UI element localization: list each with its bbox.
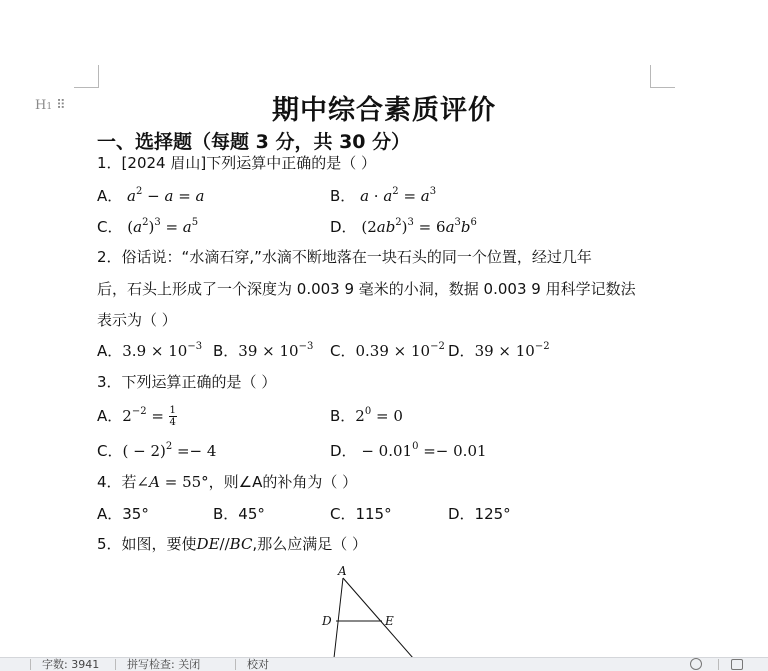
q1-stem: 1．[2024 眉山]下列运算中正确的是（ ） <box>97 154 376 172</box>
word-count[interactable]: 字数: 3941 <box>42 658 100 671</box>
q4-option-a: A．35° <box>97 505 149 523</box>
line-ac <box>343 578 413 658</box>
q3-stem: 3．下列运算正确的是（ ） <box>97 373 277 391</box>
q2-stem-line1: 2．俗话说：“水滴石穿,”水滴不断地落在一块石头的同一个位置，经过几年 <box>97 248 592 266</box>
drag-handle-icon[interactable]: ⠿ <box>56 98 65 113</box>
q3-option-a: A．$2^{-2}$ = $\frac{1}{4}$ <box>97 405 176 428</box>
q3-option-d: D． − $0.01^0 =- 0.01$ <box>330 441 487 460</box>
q1-option-b: B． $a \cdot a^2 = a^3$ <box>330 186 437 205</box>
heading-icon[interactable]: H1 <box>35 98 53 113</box>
label-d: D <box>322 614 332 628</box>
q2-option-c: C．$0.39 \times 10^{-2}$ <box>330 341 445 360</box>
q3-option-c: C．( − 2)$^2$ =− 4 <box>97 441 217 460</box>
page-title: 期中综合素质评价 <box>272 95 496 126</box>
section-heading: 一、选择题（每题 3 分，共 30 分） <box>97 131 411 153</box>
q4-option-b: B．45° <box>213 505 265 523</box>
q2-stem-line2: 后，石头上形成了一个深度为 0.003 9 毫米的小洞，数据 0.003 9 用科学记数法 <box>97 280 636 298</box>
label-a: A <box>338 564 347 578</box>
q2-option-a: A．$3.9 \times 10^{-3}$ <box>97 341 203 360</box>
q2-option-d: D．$39 \times 10^{-2}$ <box>448 341 550 360</box>
status-bar <box>0 657 768 671</box>
q4-stem: 4．若∠A = 55°，则∠A的补角为（ ） <box>97 473 358 491</box>
q5-stem: 5．如图，要使DE//BC,那么应满足（ ） <box>97 535 367 553</box>
q4-option-c: C．115° <box>330 505 392 523</box>
proofread-button[interactable]: 校对 <box>247 658 269 671</box>
label-e: E <box>385 614 394 628</box>
line-ab <box>334 578 343 658</box>
q3-option-b: B．$2^0 = 0$ <box>330 406 403 425</box>
spell-check-status[interactable]: 拼写检查: 关闭 <box>127 658 201 671</box>
q1-option-a: A． $a^2 - a = a$ <box>97 186 205 205</box>
triangle-figure <box>310 562 440 658</box>
view-icon[interactable] <box>690 658 702 670</box>
q1-option-c: C． $(a^2)^3 = a^5$ <box>97 217 199 236</box>
q2-stem-line3: 表示为（ ） <box>97 311 177 329</box>
q1-option-d: D． $(2ab^2)^3 = 6a^3b^6$ <box>330 217 477 236</box>
crop-mark-top-left <box>74 65 99 88</box>
q4-option-d: D．125° <box>448 505 511 523</box>
page-view-icon[interactable] <box>731 659 743 670</box>
q2-option-b: B．$39 \times 10^{-3}$ <box>213 341 314 360</box>
crop-mark-top-right <box>650 65 675 88</box>
